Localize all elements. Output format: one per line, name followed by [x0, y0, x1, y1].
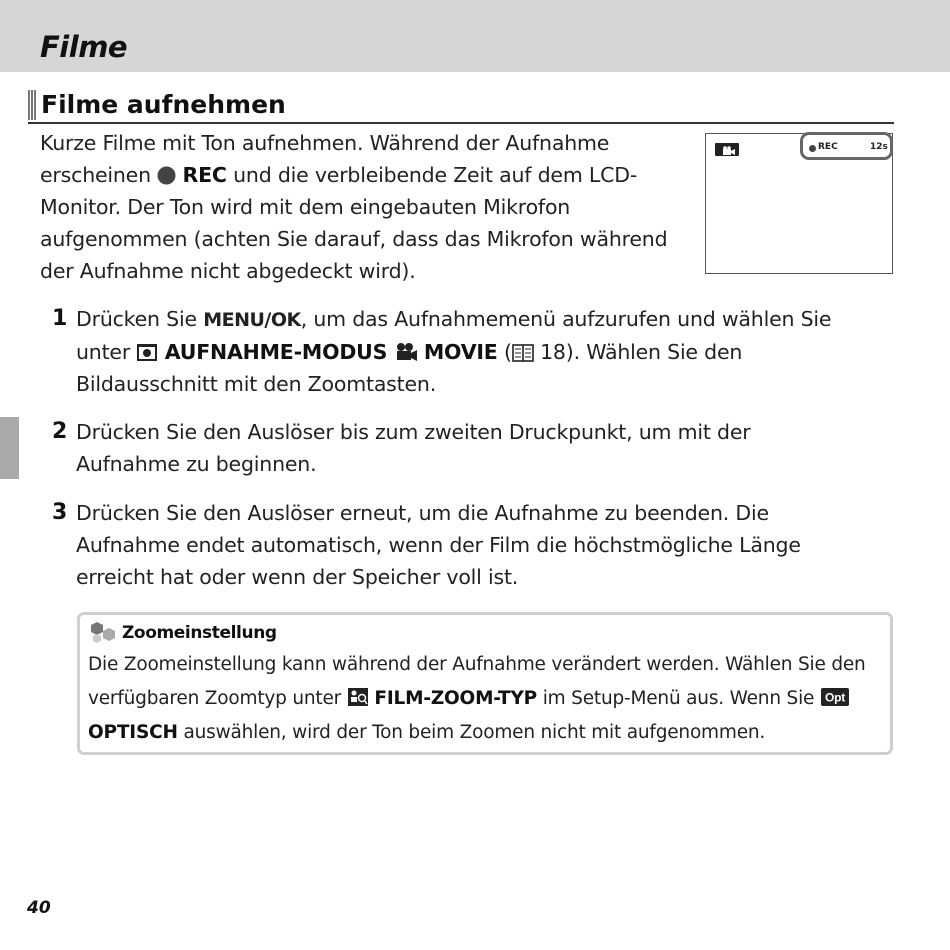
intro-text-1: Kurze Filme mit Ton aufnehmen. Während der Aufnahme erscheinen: [40, 131, 610, 187]
optical-zoom-icon-text: Opt: [824, 690, 845, 705]
lcd-record-dot-icon: [809, 145, 816, 152]
menu-ok-key: MENU/OK: [203, 309, 301, 331]
step-text: Drücken Sie den Auslöser bis zum zweiten Druckpunkt, um mit der Aufnahme zu beginnen.: [76, 420, 751, 476]
film-zoom-type-label: FILM-ZOOM-TYP: [374, 688, 538, 709]
step-text: [76, 303, 846, 400]
lcd-remaining-time: 12s: [870, 142, 888, 152]
section-title: Filme aufnehmen: [41, 90, 286, 119]
step-number: 3: [52, 500, 68, 525]
page-ref-open: (: [503, 340, 512, 364]
intro-text-2: und die verbleibende Zeit auf dem LCD-Monitor. Der Ton wird mit dem eingebauten Mikrofon aufgenommen (achten Sie darauf, dass das Mikrofon während der Aufnahme nicht abgedeckt wird).: [40, 163, 668, 283]
step-number: 2: [52, 419, 68, 444]
step-text: Drücken Sie den Auslöser erneut, um die Aufnahme zu beenden. Die Aufnahme endet automatisch, wenn der Film die höchstmögliche Länge erreicht hat oder wenn der Speicher voll ist.: [76, 501, 801, 589]
note-text: [88, 648, 884, 750]
intro-paragraph: [40, 127, 680, 287]
note-tips-icon: [88, 621, 118, 645]
note-text-a: Die Zoomeinstellung kann während der Aufnahme verändert werden. Wählen Sie den verfügbaren Zoomtyp unter: [88, 654, 866, 709]
note-box: [77, 612, 893, 755]
optisch-label: OPTISCH: [88, 722, 178, 743]
step-number: 1: [52, 306, 68, 331]
page-reference-number[interactable]: 18: [540, 340, 566, 364]
chapter-title: Filme: [40, 30, 128, 64]
shooting-mode-label: AUFNAHME-MODUS: [164, 340, 388, 364]
note-text-c: auswählen, wird der Ton beim Zoomen nicht mit aufgenommen.: [183, 722, 766, 743]
movie-label: MOVIE: [423, 340, 498, 364]
step-1-text-a: Drücken Sie: [76, 307, 197, 331]
movie-camera-icon: [394, 342, 418, 362]
side-chapter-tab: [0, 417, 19, 479]
note-title: Zoomeinstellung: [122, 623, 277, 643]
movie-mode-icon: [715, 143, 739, 156]
zoom-setting-icon: [347, 687, 369, 707]
note-text-b: im Setup-Menü aus. Wenn Sie: [542, 688, 815, 709]
section-marker: [28, 90, 36, 120]
lcd-monitor-illustration: [705, 133, 893, 274]
record-dot-icon: [157, 166, 176, 185]
step-1-text-c: ). Wählen Sie den Bildausschnitt mit den Zoomtasten.: [76, 340, 743, 396]
page-number: 40: [27, 898, 51, 918]
step-1-text-b: , um das Aufnahmemenü aufzurufen und wählen Sie unter: [76, 307, 832, 364]
camera-icon: [136, 342, 158, 362]
lcd-rec-label: REC: [818, 142, 838, 152]
rec-label: REC: [182, 163, 227, 187]
section-heading: [28, 90, 894, 124]
chapter-header-band: [0, 0, 950, 72]
optical-zoom-icon: [820, 687, 850, 707]
book-reference-icon: [512, 344, 534, 362]
